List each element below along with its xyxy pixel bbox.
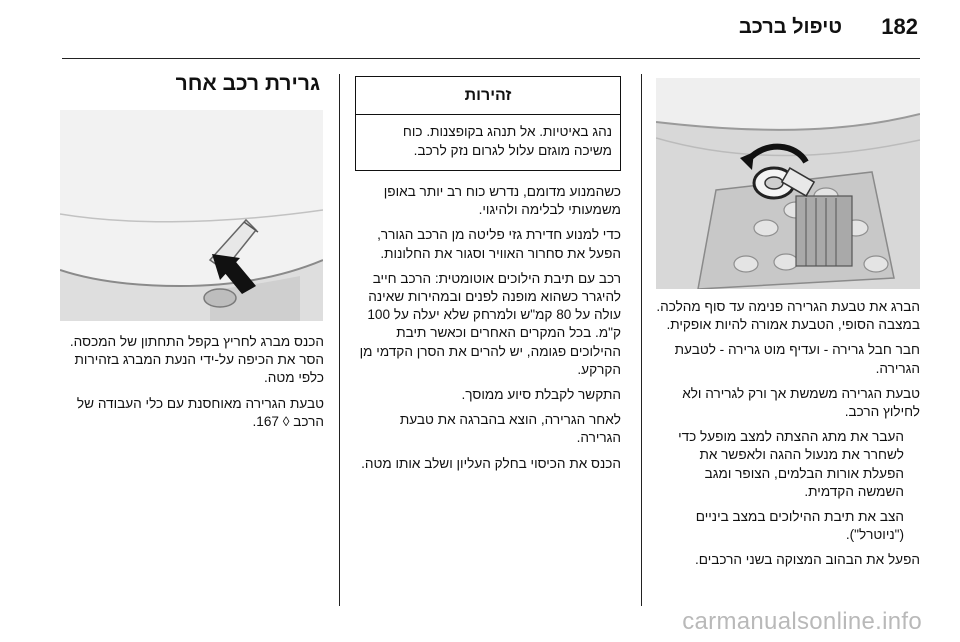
paragraph: כשהמנוע מדומם, נדרש כוח רב יותר באופן משמעותי לבלימה ולהיגוי. (383, 184, 621, 218)
paragraph: הפעל את הבהוב המצוקה בשני הרכבים. (695, 552, 920, 568)
paragraph: רכב עם תיבת הילוכים אוטומטית: הרכב חייב להיגרר כשהוא מופנה לפנים ובמהירות שאינה עולה על 80 קמ"ש ולמרחק שלא יעלה על 100 ק"מ. בכל המקרים האחרים וכאשר תיבת ההילוכים פגומה, יש להרים את הסרן הקדמי מן הקרקע. (359, 270, 621, 377)
paragraph: חבר חבל גרירה - ועדיף מוט גרירה - לטבעת הגרירה. (674, 342, 920, 376)
paragraph: הברג את טבעת הגרירה פנימה עד סוף מהלכה. במצבה הסופי, הטבעת אמורה להיות אופקית. (656, 299, 920, 333)
paragraph: התקשר לקבלת סיוע ממוסך. (461, 387, 621, 403)
page-title: טיפול ברכב (738, 16, 842, 38)
tow-eye-photo (656, 78, 920, 289)
paragraph: הכנס את הכיסוי בחלק העליון ושלב אותו מטה. (361, 455, 621, 471)
section-title: גרירת רכב אחר (175, 72, 320, 95)
warning-box (355, 76, 621, 171)
column-divider-left (339, 74, 340, 606)
right-column-text (656, 298, 920, 577)
watermark: carmanualsonline.info (682, 608, 922, 635)
column-divider-right (641, 74, 642, 606)
paragraph: הצב את תיבת ההילוכים במצב ביניים ("ניוטרל"). (695, 509, 904, 543)
left-column-text (62, 333, 324, 438)
tow-eye-illustration (656, 78, 920, 289)
page-number: 182 (881, 14, 918, 39)
paragraph: כדי למנוע חדירת גזי פליטה מן הרכב הגורר, הפעל את סחרור האוויר וסגור את החלונות. (377, 227, 621, 261)
warning-text: נהג באיטיות. אל תנהג בקופצנות. כוח משיכה מוגזם עלול לגרום נזק לרכב. (402, 124, 612, 158)
warning-title: זהירות (356, 77, 620, 115)
paragraph: טבעת הגרירה משמשת אך ורק לגרירה ולא לחילוץ הרכב. (682, 385, 920, 420)
rear-bumper-illustration (60, 110, 323, 321)
middle-column (355, 76, 621, 480)
rear-bumper-photo (60, 110, 323, 321)
header-divider (62, 58, 920, 59)
paragraph: הכנס מברג לחריץ בקפל התחתון של המכסה. הסר את הכיפה על-ידי הנעת המברג בזהירות כלפי מטה. (69, 334, 324, 386)
paragraph: לאחר הגרירה, הוצא בהברגה את טבעת הגרירה. (399, 412, 621, 446)
paragraph-reference: טבעת הגרירה מאוחסנת עם כלי העבודה של הרכב ◊ 167. (76, 395, 324, 429)
paragraph: העבר את מתג ההצתה למצב מופעל כדי לשחרר את מנעול ההגה ולאפשר את הפעלת אורות הבלמים, הצופר ומגב השמשה הקדמית. (678, 429, 904, 499)
